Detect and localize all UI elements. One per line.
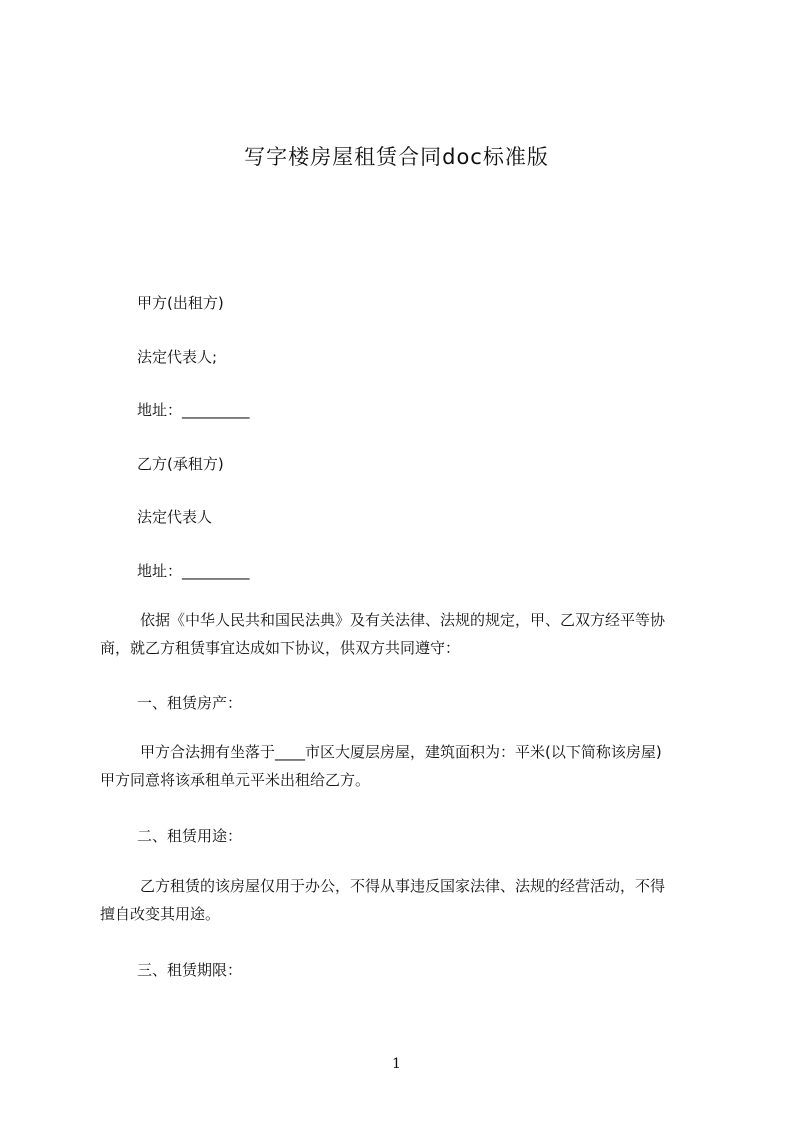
section-2-line-1: 乙方租赁的该房屋仅用于办公，不得从事违反国家法律、法规的经营活动，不得 bbox=[140, 877, 666, 895]
section-1-paragraph bbox=[100, 738, 707, 794]
party-a-label: 甲方(出租方) bbox=[137, 294, 224, 312]
section-2-line-2: 擅自改变其用途。 bbox=[100, 905, 221, 923]
intro-line-2: 商，就乙方租赁事宜达成如下协议，供双方共同遵守： bbox=[100, 639, 461, 657]
section-1-line-2: 甲方同意将该承租单元平米出租给乙方。 bbox=[100, 771, 371, 789]
intro-line-1: 依据《中华人民共和国民法典》及有关法律、法规的规定，甲、乙双方经平等协 bbox=[140, 611, 666, 629]
party-b-label: 乙方(承租方) bbox=[137, 455, 224, 473]
party-a-address: 地址：_________ bbox=[137, 401, 250, 419]
party-b-representative: 法定代表人 bbox=[137, 508, 213, 526]
intro-paragraph bbox=[100, 606, 707, 662]
document-title: 写字楼房屋租赁合同doc标准版 bbox=[244, 145, 549, 169]
party-b-address: 地址：_________ bbox=[137, 562, 250, 580]
section-3-heading: 三、租赁期限： bbox=[137, 961, 243, 979]
section-2-heading: 二、租赁用途： bbox=[137, 827, 243, 845]
section-1-heading: 一、租赁房产： bbox=[137, 694, 243, 712]
party-a-representative: 法定代表人; bbox=[137, 348, 218, 366]
section-2-paragraph bbox=[100, 872, 707, 928]
section-1-line-1: 甲方合法拥有坐落于____市区大厦层房屋，建筑面积为：平米(以下简称该房屋) bbox=[140, 743, 662, 761]
page-number: 1 bbox=[392, 1056, 401, 1072]
